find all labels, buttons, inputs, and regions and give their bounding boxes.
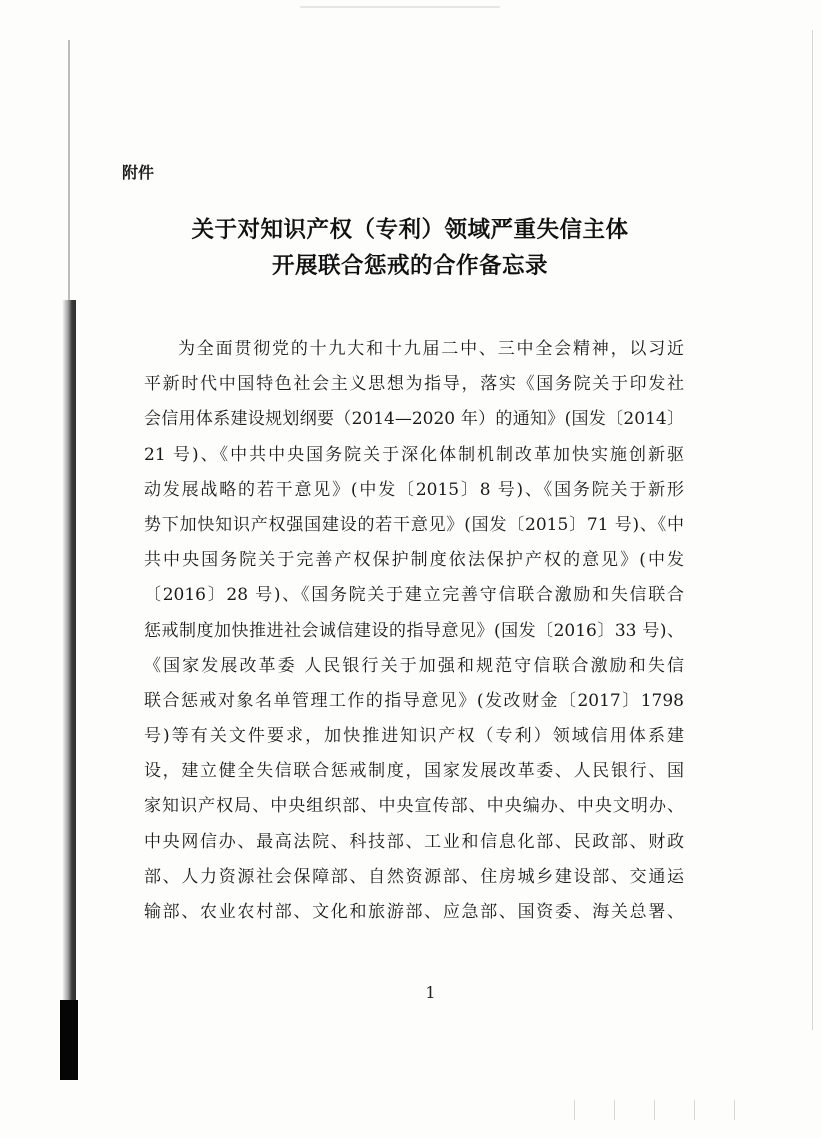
scan-artifact-left-thin bbox=[68, 40, 70, 300]
body-line: 为全面贯彻党的十九大和十九届二中、三中全会精神，以习近 bbox=[178, 339, 684, 359]
body-line: 势下加快知识产权强国建设的若干意见》(国发〔2015〕71 号)、《中 bbox=[144, 514, 684, 535]
scan-artifact-right bbox=[812, 30, 813, 1030]
body-line: 输部、农业农村部、文化和旅游部、应急部、国资委、海关总署、 bbox=[144, 902, 684, 922]
body-line: 动发展战略的若干意见》(中发〔2015〕8 号)、《国务院关于新形 bbox=[144, 479, 684, 500]
body-line: 号)等有关文件要求，加快推进知识产权（专利）领域信用体系建 bbox=[144, 726, 684, 747]
scan-artifact-left-edge bbox=[62, 300, 76, 1080]
document-body bbox=[144, 332, 684, 930]
body-line: 〔2016〕28 号)、《国务院关于建立完善守信联合激励和失信联合 bbox=[144, 585, 684, 606]
body-line: 中央网信办、最高法院、科技部、工业和信息化部、民政部、财政 bbox=[144, 831, 684, 852]
page-number: 1 bbox=[425, 983, 436, 1002]
body-line: 惩戒制度加快推进社会诚信建设的指导意见》(国发〔2016〕33 号)、 bbox=[144, 620, 684, 641]
body-line: 《国家发展改革委 人民银行关于加强和规范守信联合激励和失信 bbox=[144, 655, 684, 676]
scan-artifact-top bbox=[300, 6, 500, 8]
scan-artifact-left-bottom bbox=[60, 1000, 78, 1080]
body-line: 联合惩戒对象名单管理工作的指导意见》(发改财金〔2017〕1798 bbox=[144, 690, 684, 711]
document-title-line-1: 关于对知识产权（专利）领域严重失信主体 bbox=[191, 217, 629, 243]
body-line: 平新时代中国特色社会主义思想为指导，落实《国务院关于印发社 bbox=[144, 374, 684, 395]
attachment-label: 附件 bbox=[122, 163, 155, 182]
body-line: 设，建立健全失信联合惩戒制度，国家发展改革委、人民银行、国 bbox=[144, 761, 684, 782]
body-line: 家知识产权局、中央组织部、中央宣传部、中央编办、中央文明办、 bbox=[144, 796, 684, 817]
body-line: 21 号)、《中共中央国务院关于深化体制机制改革加快实施创新驱 bbox=[144, 444, 684, 465]
body-line: 部、人力资源社会保障部、自然资源部、住房城乡建设部、交通运 bbox=[144, 866, 684, 887]
body-line: 共中央国务院关于完善产权保护制度依法保护产权的意见》(中发 bbox=[144, 550, 684, 571]
body-line: 会信用体系建设规划纲要（2014—2020 年）的通知》(国发〔2014〕 bbox=[144, 409, 684, 430]
scan-artifact-bottom bbox=[560, 1100, 760, 1120]
document-title-line-2: 开展联合惩戒的合作备忘录 bbox=[271, 253, 548, 279]
